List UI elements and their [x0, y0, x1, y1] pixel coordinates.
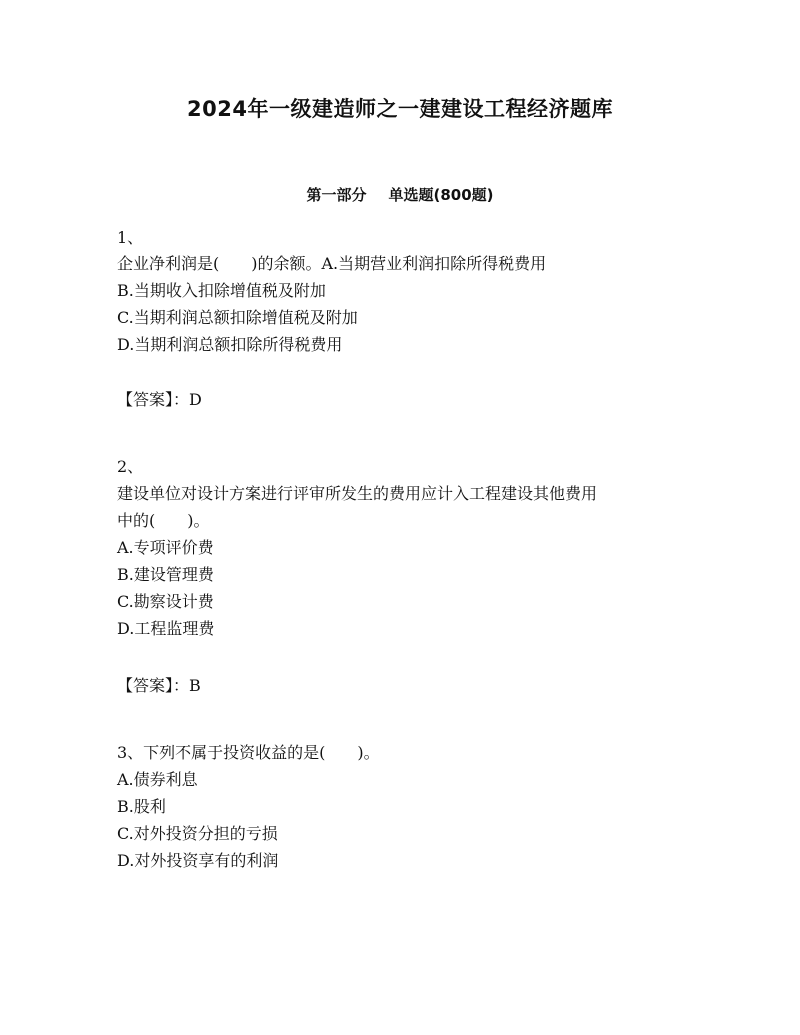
question-2-option-c: C.勘察设计费	[117, 592, 214, 611]
question-3-option-b: B.股利	[117, 797, 166, 816]
question-2-option-d: D.工程监理费	[117, 619, 215, 638]
question-2-number: 2、	[117, 457, 144, 476]
question-2-answer: 【答案】：B	[117, 676, 201, 695]
question-1-number: 1、	[117, 228, 144, 247]
question-1-option-d: D.当期利润总额扣除所得税费用	[117, 335, 343, 354]
question-1-option-c: C.当期利润总额扣除增值税及附加	[117, 308, 358, 327]
question-2-stem: 建设单位对设计方案进行评审所发生的费用应计入工程建设其他费用	[117, 484, 598, 503]
question-1-stem: 企业净利润是( )的余额。A.当期营业利润扣除所得税费用	[117, 254, 547, 273]
question-1-option-b: B.当期收入扣除增值税及附加	[117, 281, 326, 300]
question-3-option-c: C.对外投资分担的亏损	[117, 824, 278, 843]
question-2-stem-continued: 中的( )。	[117, 511, 210, 530]
document-title: 2024年一级建造师之一建建设工程经济题库	[187, 97, 613, 121]
question-2-option-b: B.建设管理费	[117, 565, 214, 584]
section-name: 单选题(800题)	[388, 186, 494, 204]
question-1-answer: 【答案】：D	[117, 390, 202, 409]
question-3-stem: 3、下列不属于投资收益的是( )。	[117, 743, 380, 762]
question-3-option-d: D.对外投资享有的利润	[117, 851, 279, 870]
section-heading	[0, 184, 800, 206]
section-part: 第一部分	[306, 186, 367, 204]
question-2-option-a: A.专项评价费	[117, 538, 214, 557]
question-3-option-a: A.债券利息	[117, 770, 198, 789]
